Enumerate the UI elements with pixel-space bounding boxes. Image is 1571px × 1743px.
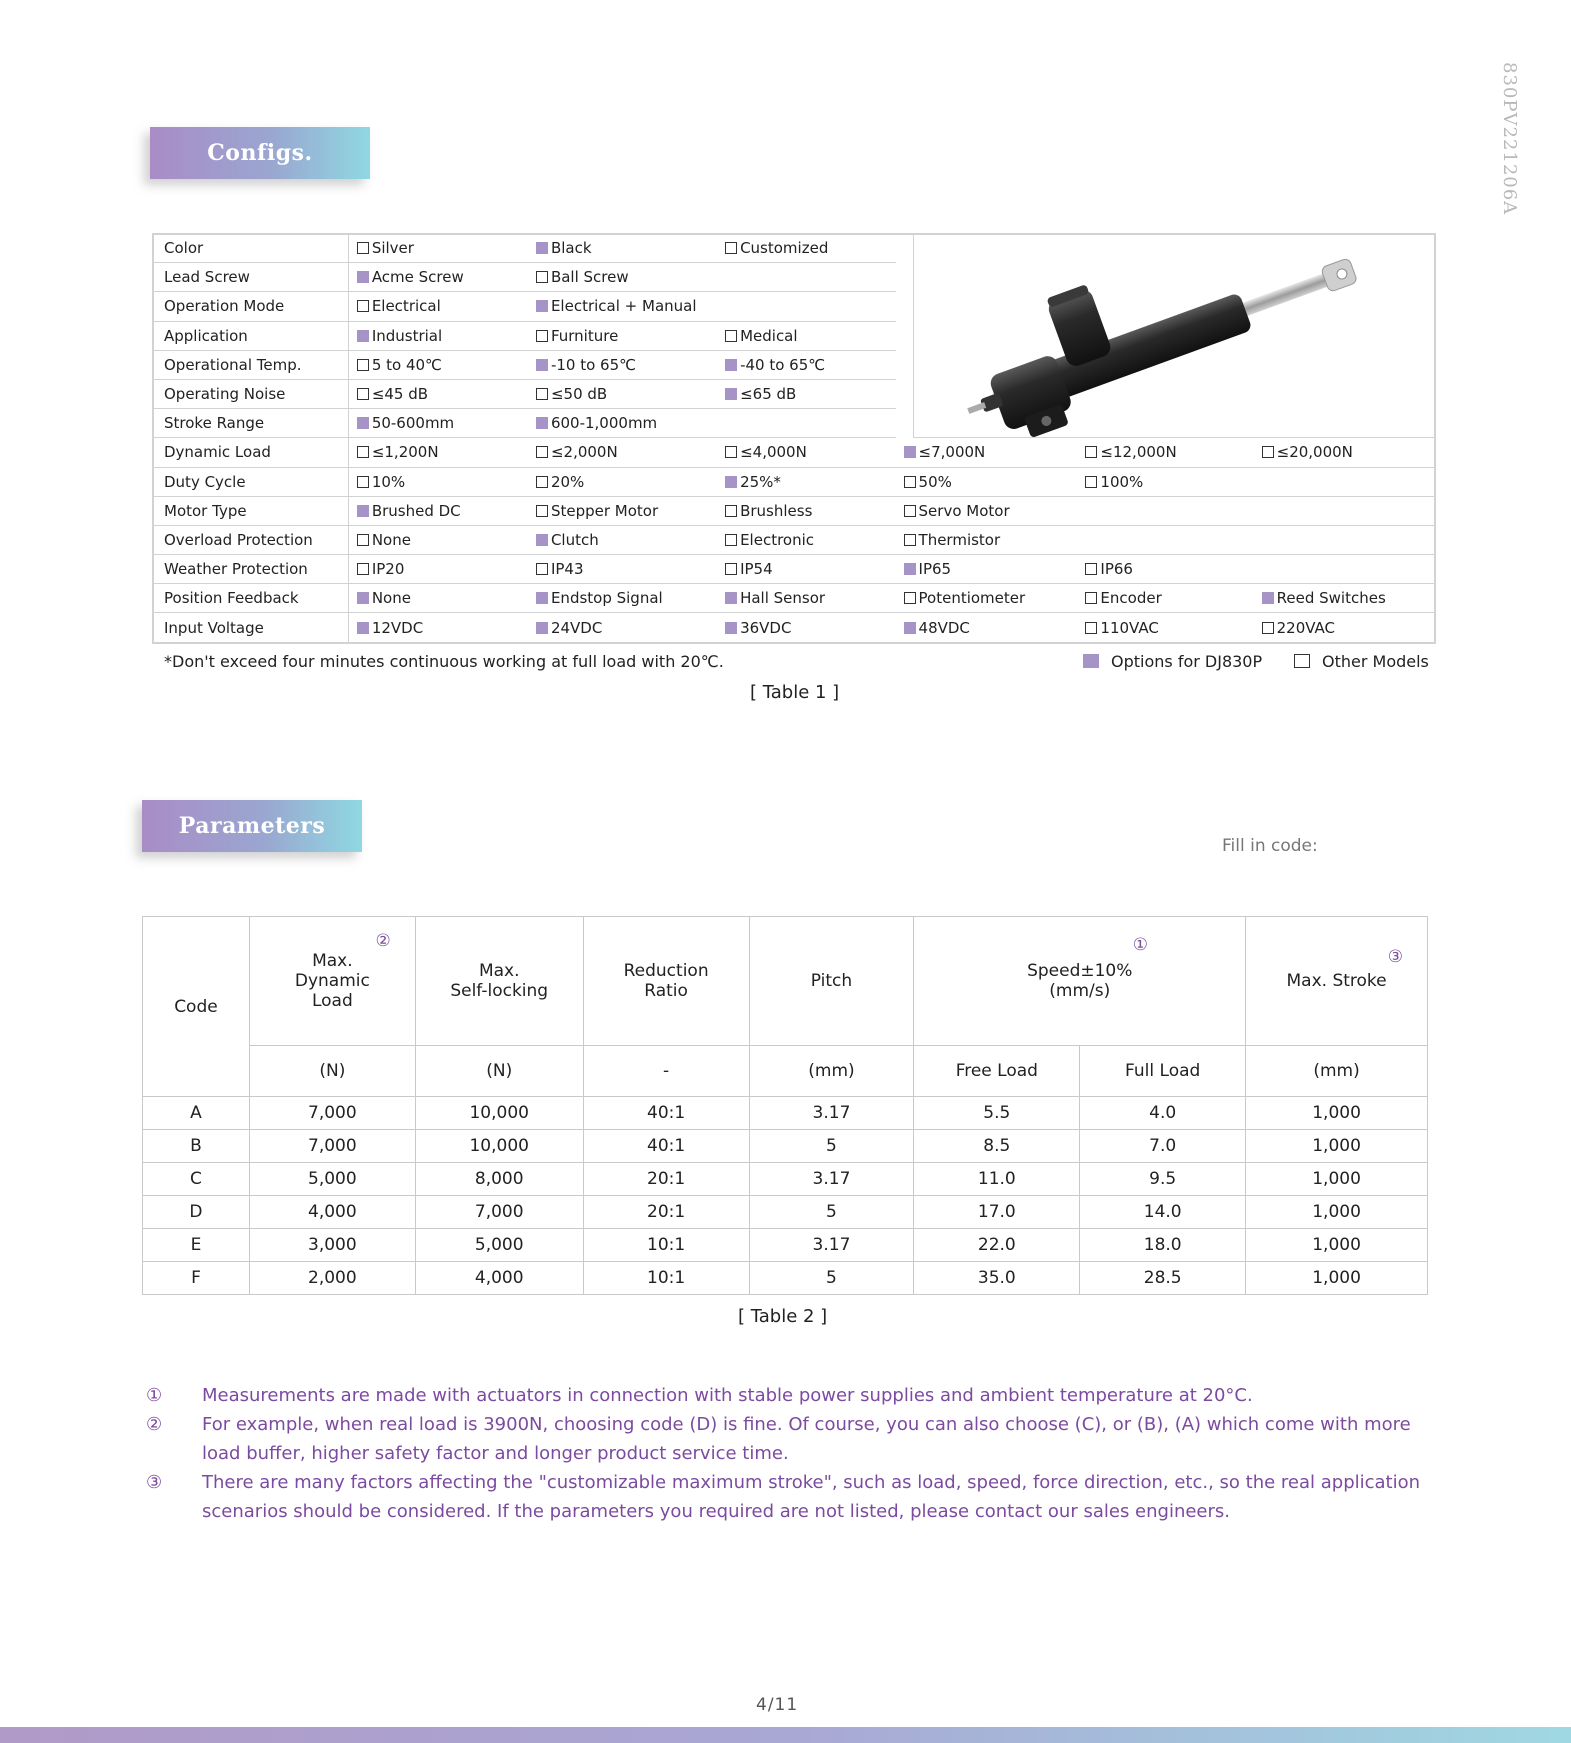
config-label: Overload Protection: [152, 525, 348, 554]
cell-code: A: [143, 1097, 250, 1130]
footnote-mark-1: ①: [1132, 935, 1148, 955]
config-row: [152, 525, 1436, 554]
config-option: [348, 555, 528, 584]
cell-stroke: 1,000: [1246, 1163, 1428, 1196]
cell-full: 9.5: [1080, 1163, 1246, 1196]
cell-full: 28.5: [1080, 1262, 1246, 1295]
unchecked-box-icon: [357, 446, 369, 458]
config-option-label: Ball Screw: [550, 268, 629, 287]
bottom-gradient-bar: [0, 1727, 1571, 1743]
config-option: [717, 321, 895, 350]
config-option: [717, 584, 895, 613]
config-label: Color: [152, 234, 348, 263]
unit-dynamic: (N): [249, 1046, 415, 1097]
config-option-label: ≤45 dB: [371, 385, 429, 404]
config-option: [528, 350, 717, 379]
config-option: [528, 584, 717, 613]
parameters-table: [142, 916, 1428, 1295]
config-option-label: 600-1,000mm: [550, 414, 658, 433]
config-option: [1077, 584, 1253, 613]
config-empty-cell: [1077, 496, 1253, 525]
config-row: [152, 467, 1436, 496]
unchecked-box-icon: [357, 563, 369, 575]
checked-box-icon: [357, 417, 369, 429]
config-option-label: Reed Switches: [1276, 589, 1386, 608]
config-empty-cell: [717, 409, 895, 438]
unit-pitch: (mm): [749, 1046, 914, 1097]
config-label: Dynamic Load: [152, 438, 348, 467]
config-option: [348, 234, 528, 263]
unchecked-box-icon: [725, 534, 737, 546]
config-option: [348, 496, 528, 525]
cell-dynamic: 3,000: [249, 1229, 415, 1262]
config-option: [348, 379, 528, 408]
cell-pitch: 5: [749, 1130, 914, 1163]
cell-pitch: 5: [749, 1262, 914, 1295]
config-option-label: Servo Motor: [918, 501, 1010, 520]
config-option: [896, 438, 1078, 467]
checked-box-icon: [357, 592, 369, 604]
config-option: [528, 555, 717, 584]
config-option-label: IP43: [550, 560, 584, 579]
config-option: [717, 350, 895, 379]
config-label: Lead Screw: [152, 263, 348, 292]
config-option-label: ≤4,000N: [740, 443, 807, 462]
unchecked-box-icon: [536, 476, 548, 488]
config-option: [896, 467, 1078, 496]
header-code: Code: [143, 917, 250, 1097]
unchecked-box-icon: [1085, 563, 1097, 575]
checked-box-icon: [725, 592, 737, 604]
config-option: [896, 496, 1078, 525]
config-row: [152, 613, 1436, 642]
cell-ratio: 10:1: [583, 1262, 749, 1295]
config-option-label: 48VDC: [918, 618, 970, 637]
config-option: [717, 438, 895, 467]
cell-pitch: 5: [749, 1196, 914, 1229]
config-row: [152, 438, 1436, 467]
cell-pitch: 3.17: [749, 1097, 914, 1130]
unchecked-box-icon: [725, 505, 737, 517]
cell-self-locking: 5,000: [415, 1229, 583, 1262]
config-option: [717, 496, 895, 525]
config-label: Duty Cycle: [152, 467, 348, 496]
cell-full: 4.0: [1080, 1097, 1246, 1130]
config-option: [896, 555, 1078, 584]
unchecked-box-icon: [1085, 476, 1097, 488]
config-option: [1077, 555, 1253, 584]
config-option-label: Furniture: [550, 326, 619, 345]
cell-code: C: [143, 1163, 250, 1196]
cell-free: 17.0: [914, 1196, 1080, 1229]
config-option-label: 20%: [550, 472, 585, 491]
config-option-label: ≤1,200N: [371, 443, 439, 462]
config-option-label: 50%: [918, 472, 952, 491]
config-label: Operational Temp.: [152, 350, 348, 379]
config-empty-cell: [1254, 496, 1436, 525]
config-option: [1077, 438, 1253, 467]
config-option: [348, 263, 528, 292]
cell-code: D: [143, 1196, 250, 1229]
unchecked-box-icon: [357, 388, 369, 400]
config-option: [1077, 613, 1253, 642]
unchecked-box-icon: [725, 330, 737, 342]
config-option-label: IP66: [1100, 560, 1133, 579]
table-row: [143, 1097, 1428, 1130]
cell-dynamic: 2,000: [249, 1262, 415, 1295]
config-option-label: None: [371, 530, 411, 549]
checked-box-icon: [536, 359, 548, 371]
config-empty-cell: [717, 292, 895, 321]
table-row: [143, 1262, 1428, 1295]
config-option-label: 100%: [1100, 472, 1144, 491]
table-row: [143, 1229, 1428, 1262]
config-option-label: ≤65 dB: [740, 385, 797, 404]
config-label: Application: [152, 321, 348, 350]
config-option: [348, 409, 528, 438]
config-empty-cell: [1254, 555, 1436, 584]
config-option-label: ≤50 dB: [550, 385, 608, 404]
linear-actuator-icon: [914, 233, 1437, 438]
checked-box-icon: [357, 330, 369, 342]
cell-stroke: 1,000: [1246, 1229, 1428, 1262]
config-option-label: ≤2,000N: [550, 443, 618, 462]
config-option-label: Black: [550, 239, 592, 258]
checked-box-icon: [536, 242, 548, 254]
cell-ratio: 40:1: [583, 1130, 749, 1163]
unchecked-box-icon: [725, 242, 737, 254]
cell-dynamic: 7,000: [249, 1097, 415, 1130]
config-empty-cell: [717, 263, 895, 292]
filled-square-icon: [1083, 654, 1099, 668]
config-option-label: IP65: [918, 560, 952, 579]
unchecked-box-icon: [536, 330, 548, 342]
header-pitch: Pitch: [749, 917, 914, 1046]
config-option: [1077, 467, 1253, 496]
header-free-load: Free Load: [914, 1046, 1080, 1097]
configs-section-title: Configs.: [150, 127, 370, 179]
config-option-label: Clutch: [550, 530, 599, 549]
config-option-label: 50-600mm: [371, 414, 455, 433]
config-option-label: IP20: [371, 560, 405, 579]
cell-dynamic: 4,000: [249, 1196, 415, 1229]
footnotes: [146, 1381, 1446, 1526]
config-option-label: Acme Screw: [371, 268, 464, 287]
unchecked-box-icon: [904, 534, 916, 546]
config-option-label: Thermistor: [918, 530, 1001, 549]
config-option: [528, 525, 717, 554]
config-option-label: -10 to 65℃: [550, 355, 636, 374]
config-option-label: Silver: [371, 239, 414, 258]
footnote-mark-2: ②: [375, 931, 391, 951]
header-reduction-ratio: Reduction Ratio: [583, 917, 749, 1046]
config-option-label: ≤20,000N: [1276, 443, 1353, 462]
config-option-label: 5 to 40℃: [371, 355, 442, 374]
config-option: [896, 584, 1078, 613]
cell-free: 35.0: [914, 1262, 1080, 1295]
config-option-label: Hall Sensor: [740, 589, 826, 608]
config-option: [717, 613, 895, 642]
config-option-label: Industrial: [371, 326, 443, 345]
duty-cycle-note: *Don't exceed four minutes continuous working at full load with 20℃.: [164, 652, 724, 671]
cell-free: 11.0: [914, 1163, 1080, 1196]
config-option: [348, 613, 528, 642]
header-full-load: Full Load: [1080, 1046, 1246, 1097]
config-option-label: 110VAC: [1100, 618, 1159, 637]
cell-stroke: 1,000: [1246, 1097, 1428, 1130]
config-option: [348, 292, 528, 321]
cell-free: 22.0: [914, 1229, 1080, 1262]
document-code: 830PV221206A: [1499, 62, 1520, 216]
table1-caption: [ Table 1 ]: [750, 682, 840, 703]
unchecked-box-icon: [904, 505, 916, 517]
unchecked-box-icon: [357, 534, 369, 546]
config-option: [717, 234, 895, 263]
config-empty-cell: [1254, 467, 1436, 496]
cell-self-locking: 7,000: [415, 1196, 583, 1229]
config-row: [152, 555, 1436, 584]
unchecked-box-icon: [536, 271, 548, 283]
config-option-label: IP54: [740, 560, 773, 579]
config-option-label: ≤7,000N: [918, 443, 986, 462]
unit-reduction: -: [583, 1046, 749, 1097]
config-option: [528, 379, 717, 408]
config-option-label: Potentiometer: [918, 589, 1026, 608]
table2-caption: [ Table 2 ]: [738, 1306, 828, 1327]
header-speed: ① Speed±10% (mm/s): [914, 917, 1246, 1046]
cell-full: 18.0: [1080, 1229, 1246, 1262]
unchecked-box-icon: [536, 505, 548, 517]
cell-dynamic: 5,000: [249, 1163, 415, 1196]
unchecked-box-icon: [725, 563, 737, 575]
config-option-label: 36VDC: [740, 618, 792, 637]
config-option: [717, 467, 895, 496]
config-label: Operating Noise: [152, 379, 348, 408]
checked-box-icon: [725, 359, 737, 371]
footnote-2: ② For example, when real load is 3900N, choosing code (D) is fine. Of course, you can also choose (C), or (B), (A) which come with more load buffer, higher safety factor and longer product service time.: [146, 1414, 1411, 1464]
table-row: [143, 1130, 1428, 1163]
cell-stroke: 1,000: [1246, 1130, 1428, 1163]
config-row: [152, 584, 1436, 613]
checked-box-icon: [904, 563, 916, 575]
cell-code: B: [143, 1130, 250, 1163]
config-option: [717, 525, 895, 554]
config-option: [528, 438, 717, 467]
config-option: [348, 525, 528, 554]
config-option-label: -40 to 65℃: [740, 355, 826, 374]
config-empty-cell: [1077, 525, 1253, 554]
config-label: Input Voltage: [152, 613, 348, 642]
config-label: Weather Protection: [152, 555, 348, 584]
config-option-label: 12VDC: [371, 618, 424, 637]
config-option: [717, 555, 895, 584]
cell-pitch: 3.17: [749, 1229, 914, 1262]
checked-box-icon: [536, 622, 548, 634]
checked-box-icon: [357, 505, 369, 517]
config-option: [528, 467, 717, 496]
cell-pitch: 3.17: [749, 1163, 914, 1196]
config-option: [528, 292, 717, 321]
page-number: 4/11: [756, 1695, 799, 1715]
config-option-label: 25%*: [740, 472, 781, 491]
config-label: Motor Type: [152, 496, 348, 525]
checked-box-icon: [725, 388, 737, 400]
config-option: [348, 467, 528, 496]
config-option-label: 10%: [371, 472, 406, 491]
unchecked-box-icon: [536, 446, 548, 458]
unit-self-locking: (N): [415, 1046, 583, 1097]
actuator-image: [913, 233, 1436, 438]
checked-box-icon: [536, 592, 548, 604]
cell-stroke: 1,000: [1246, 1262, 1428, 1295]
checked-box-icon: [904, 622, 916, 634]
checked-box-icon: [536, 534, 548, 546]
cell-free: 5.5: [914, 1097, 1080, 1130]
config-option: [348, 438, 528, 467]
config-option-label: Medical: [740, 326, 798, 345]
cell-dynamic: 7,000: [249, 1130, 415, 1163]
config-option: [1254, 438, 1436, 467]
config-option: [1254, 613, 1436, 642]
config-option-label: Electrical: [371, 297, 441, 316]
config-label: Stroke Range: [152, 409, 348, 438]
config-option-label: Brushless: [740, 501, 813, 520]
config-option-label: Electrical + Manual: [550, 297, 697, 316]
checked-box-icon: [536, 300, 548, 312]
unchecked-box-icon: [1085, 622, 1097, 634]
cell-self-locking: 10,000: [415, 1097, 583, 1130]
unchecked-box-icon: [357, 476, 369, 488]
config-option: [528, 234, 717, 263]
config-option: [348, 321, 528, 350]
config-option-label: 24VDC: [550, 618, 603, 637]
unchecked-box-icon: [357, 300, 369, 312]
config-option-label: ≤12,000N: [1100, 443, 1177, 462]
config-label: Operation Mode: [152, 292, 348, 321]
unchecked-box-icon: [536, 388, 548, 400]
cell-code: E: [143, 1229, 250, 1262]
unchecked-box-icon: [1085, 446, 1097, 458]
config-label: Position Feedback: [152, 584, 348, 613]
cell-full: 7.0: [1080, 1130, 1246, 1163]
config-option-label: Stepper Motor: [550, 501, 659, 520]
unchecked-box-icon: [357, 359, 369, 371]
header-max-dynamic-load: ② Max. Dynamic Load: [249, 917, 415, 1046]
config-option: [528, 409, 717, 438]
unchecked-box-icon: [1262, 622, 1274, 634]
cell-self-locking: 4,000: [415, 1262, 583, 1295]
unchecked-box-icon: [725, 446, 737, 458]
config-option: [528, 321, 717, 350]
cell-ratio: 20:1: [583, 1196, 749, 1229]
checked-box-icon: [357, 622, 369, 634]
unchecked-box-icon: [1085, 592, 1097, 604]
checked-box-icon: [536, 417, 548, 429]
checked-box-icon: [725, 476, 737, 488]
footnote-1: ① Measurements are made with actuators in connection with stable power supplies and ambient temperature at 20°C.: [146, 1385, 1253, 1406]
checked-box-icon: [904, 446, 916, 458]
config-option-label: Brushed DC: [371, 501, 461, 520]
header-max-self-locking: Max. Self-locking: [415, 917, 583, 1046]
footnote-3: ③ There are many factors affecting the "customizable maximum stroke", such as load, speed, force direction, etc., so the real application scenarios should be considered. If the parameters you required are not listed, please contact our sales engineers.: [146, 1472, 1421, 1522]
config-option: [528, 263, 717, 292]
config-option: [348, 584, 528, 613]
config-option: [1254, 584, 1436, 613]
table-row: [143, 1196, 1428, 1229]
cell-stroke: 1,000: [1246, 1196, 1428, 1229]
config-option: [896, 613, 1078, 642]
config-option-label: Encoder: [1100, 589, 1162, 608]
unit-stroke: (mm): [1246, 1046, 1428, 1097]
parameters-section-title: Parameters: [142, 800, 362, 852]
config-option-label: Endstop Signal: [550, 589, 663, 608]
config-option-label: 220VAC: [1276, 618, 1336, 637]
cell-free: 8.5: [914, 1130, 1080, 1163]
checked-box-icon: [1262, 592, 1274, 604]
empty-square-icon: [1294, 654, 1310, 668]
cell-self-locking: 8,000: [415, 1163, 583, 1196]
checked-box-icon: [725, 622, 737, 634]
unchecked-box-icon: [904, 476, 916, 488]
header-max-stroke: ③ Max. Stroke: [1246, 917, 1428, 1046]
legend-other: Other Models: [1294, 652, 1429, 671]
unchecked-box-icon: [357, 242, 369, 254]
checked-box-icon: [357, 271, 369, 283]
config-row: [152, 496, 1436, 525]
config-option: [528, 613, 717, 642]
config-option-label: Customized: [740, 239, 829, 258]
cell-ratio: 20:1: [583, 1163, 749, 1196]
config-option-label: None: [371, 589, 411, 608]
unchecked-box-icon: [1262, 446, 1274, 458]
legend-options: Options for DJ830P: [1083, 652, 1262, 671]
cell-code: F: [143, 1262, 250, 1295]
cell-full: 14.0: [1080, 1196, 1246, 1229]
config-option: [528, 496, 717, 525]
unchecked-box-icon: [904, 592, 916, 604]
table-row: [143, 1163, 1428, 1196]
cell-self-locking: 10,000: [415, 1130, 583, 1163]
config-option: [348, 350, 528, 379]
fill-in-code-label: Fill in code:: [1222, 836, 1318, 856]
cell-ratio: 10:1: [583, 1229, 749, 1262]
unchecked-box-icon: [536, 563, 548, 575]
config-option: [717, 379, 895, 408]
config-empty-cell: [1254, 525, 1436, 554]
cell-ratio: 40:1: [583, 1097, 749, 1130]
footnote-mark-3: ③: [1387, 947, 1403, 967]
config-option-label: Electronic: [740, 530, 815, 549]
config-option: [896, 525, 1078, 554]
